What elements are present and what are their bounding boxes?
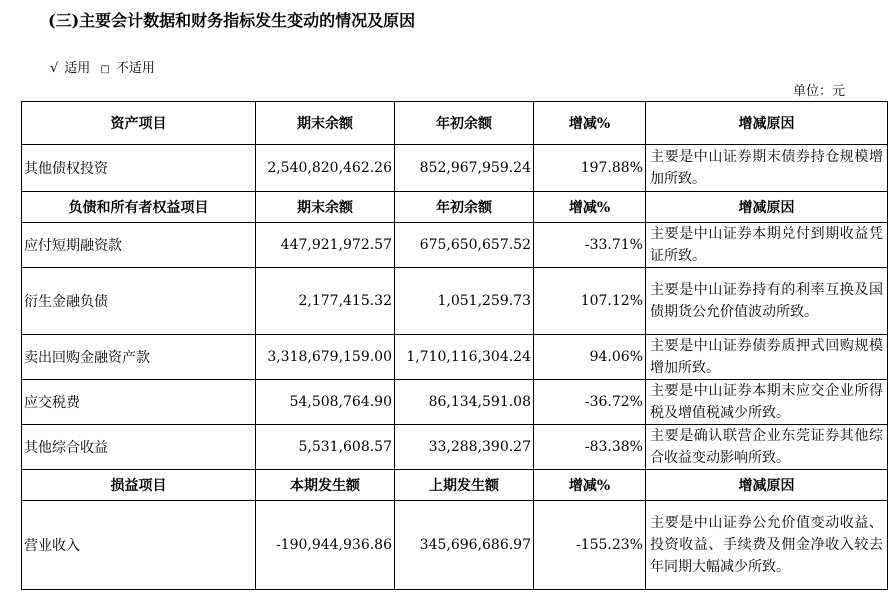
table-row — [22, 501, 888, 590]
table-row — [22, 380, 888, 425]
header-cell: 期末余额 — [256, 102, 395, 145]
applicability-options — [50, 57, 161, 76]
header-cell: 增减% — [534, 102, 646, 145]
value-cell: -190,944,936.86 — [256, 501, 395, 590]
table-header-row — [22, 192, 888, 223]
not-applicable-checkbox: □ — [100, 64, 110, 75]
value-cell: 1,710,116,304.24 — [395, 335, 534, 380]
header-cell: 增减% — [534, 470, 646, 501]
header-cell: 增减原因 — [646, 470, 888, 501]
value-cell: 2,540,820,462.26 — [256, 145, 395, 192]
value-cell: 447,921,972.57 — [256, 223, 395, 268]
table-row — [22, 425, 888, 470]
value-cell: 5,531,608.57 — [256, 425, 395, 470]
table-row — [22, 145, 888, 192]
financial-changes-table — [21, 101, 888, 590]
table-row — [22, 268, 888, 335]
change-reason: 主要是中山证券本期末应交企业所得税及增值税减少所致。 — [646, 380, 888, 425]
header-cell: 损益项目 — [22, 470, 256, 501]
not-applicable-label: 不适用 — [115, 61, 155, 76]
table-header-row — [22, 102, 888, 145]
change-reason: 主要是中山证券债券质押式回购规模增加所致。 — [646, 335, 888, 380]
value-cell: 3,318,679,159.00 — [256, 335, 395, 380]
applicable-checkmark: √ — [50, 61, 59, 76]
percent-change: -83.38% — [534, 425, 646, 470]
item-name: 卖出回购金融资产款 — [22, 335, 256, 380]
header-cell: 本期发生额 — [256, 470, 395, 501]
value-cell: 2,177,415.32 — [256, 268, 395, 335]
table-row — [22, 223, 888, 268]
percent-change: 197.88% — [534, 145, 646, 192]
table-header-row — [22, 470, 888, 501]
table-row — [22, 335, 888, 380]
section-heading: (三)主要会计数据和财务指标发生变动的情况及原因 — [48, 11, 416, 30]
header-cell: 增减原因 — [646, 102, 888, 145]
item-name: 衍生金融负债 — [22, 268, 256, 335]
item-name: 应交税费 — [22, 380, 256, 425]
value-cell: 54,508,764.90 — [256, 380, 395, 425]
header-cell: 增减% — [534, 192, 646, 223]
percent-change: -36.72% — [534, 380, 646, 425]
value-cell: 852,967,959.24 — [395, 145, 534, 192]
change-reason: 主要是中山证券持有的利率互换及国债期货公允价值波动所致。 — [646, 268, 888, 335]
unit-label: 单位：元 — [792, 84, 845, 99]
header-cell: 期末余额 — [256, 192, 395, 223]
header-cell: 年初余额 — [395, 102, 534, 145]
value-cell: 345,696,686.97 — [395, 501, 534, 590]
percent-change: -33.71% — [534, 223, 646, 268]
header-cell: 增减原因 — [646, 192, 888, 223]
item-name: 应付短期融资款 — [22, 223, 256, 268]
header-cell: 上期发生额 — [395, 470, 534, 501]
item-name: 其他综合收益 — [22, 425, 256, 470]
header-cell: 年初余额 — [395, 192, 534, 223]
value-cell: 33,288,390.27 — [395, 425, 534, 470]
header-cell: 负债和所有者权益项目 — [22, 192, 256, 223]
change-reason: 主要是中山证券本期兑付到期收益凭证所致。 — [646, 223, 888, 268]
value-cell: 86,134,591.08 — [395, 380, 534, 425]
percent-change: 94.06% — [534, 335, 646, 380]
header-cell: 资产项目 — [22, 102, 256, 145]
value-cell: 675,650,657.52 — [395, 223, 534, 268]
change-reason: 主要是确认联营企业东莞证券其他综合收益变动影响所致。 — [646, 425, 888, 470]
item-name: 其他债权投资 — [22, 145, 256, 192]
change-reason: 主要是中山证券期末债券持仓规模增加所致。 — [646, 145, 888, 192]
change-reason: 主要是中山证券公允价值变动收益、投资收益、手续费及佣金净收入较去年同期大幅减少所致。 — [646, 501, 888, 590]
applicable-label: 适用 — [64, 61, 91, 76]
item-name: 营业收入 — [22, 501, 256, 590]
percent-change: 107.12% — [534, 268, 646, 335]
percent-change: -155.23% — [534, 501, 646, 590]
value-cell: 1,051,259.73 — [395, 268, 534, 335]
